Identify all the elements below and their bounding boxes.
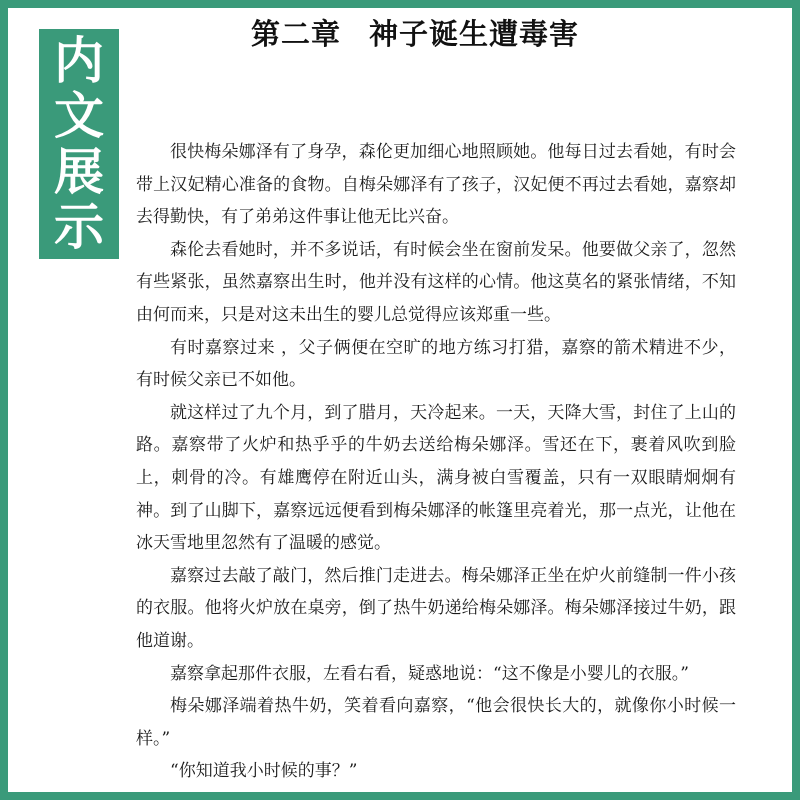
label-char: 文	[54, 87, 104, 146]
label-char: 展	[54, 142, 104, 201]
content-preview-label	[36, 26, 122, 262]
paragraph: 嘉察拿起那件衣服，左看右看，疑惑地说：“这不像是小婴儿的衣服。”	[170, 663, 689, 684]
chapter-heading	[8, 12, 792, 53]
chapter-body	[136, 136, 736, 788]
paragraph: 就这样过了九个月，到了腊月，天冷起来。一天，天降大雪，封住了上山的路。嘉察带了火炉和热乎乎的牛奶去送给梅朵娜泽。雪还在下，裹着风吹到脸上，刺骨的冷。有雄鹰停在附近山头，满身被白雪覆盖，只有一双眼睛炯炯有神。到了山脚下，嘉察远远便看到梅朵娜泽的帐篷里亮着光，那一点光，让他在冰天雪地里忽然有了温暖的感觉。	[136, 402, 736, 554]
paragraph: 很快梅朵娜泽有了身孕，森伦更加细心地照顾她。他每日过去看她，有时会带上汉妃精心准备的食物。自梅朵娜泽有了孩子，汉妃便不再过去看她，嘉察却去得勤快，有了弟弟这件事让他无比兴奋。	[136, 142, 736, 228]
paragraph: “你知道我小时候的事？”	[170, 761, 358, 782]
chapter-title: 神子诞生遭毒害	[369, 17, 580, 51]
paragraph: 嘉察过去敲了敲门，然后推门走进去。梅朵娜泽正坐在炉火前缝制一件小孩的衣服。他将火炉放在桌旁，倒了热牛奶递给梅朵娜泽。梅朵娜泽接过牛奶，跟他道谢。	[136, 565, 736, 651]
paragraph: 有时嘉察过来 ，父子俩便在空旷的地方练习打猎，嘉察的箭术精进不少，有时候父亲已不如他。	[136, 337, 736, 391]
book-page	[8, 8, 792, 792]
chapter-number: 第二章	[250, 17, 341, 51]
label-char: 示	[54, 198, 104, 257]
paragraph: 森伦去看她时，并不多说话，有时候会坐在窗前发呆。他要做父亲了，忽然有些紧张，虽然嘉察出生时，他并没有这样的心情。他这莫名的紧张情绪，不知由何而来，只是对这未出生的婴儿总觉得应该郑重一些。	[136, 239, 736, 325]
label-char: 内	[54, 31, 104, 90]
paragraph: 梅朵娜泽端着热牛奶，笑着看向嘉察，“他会很快长大的，就像你小时候一样。”	[136, 696, 736, 749]
